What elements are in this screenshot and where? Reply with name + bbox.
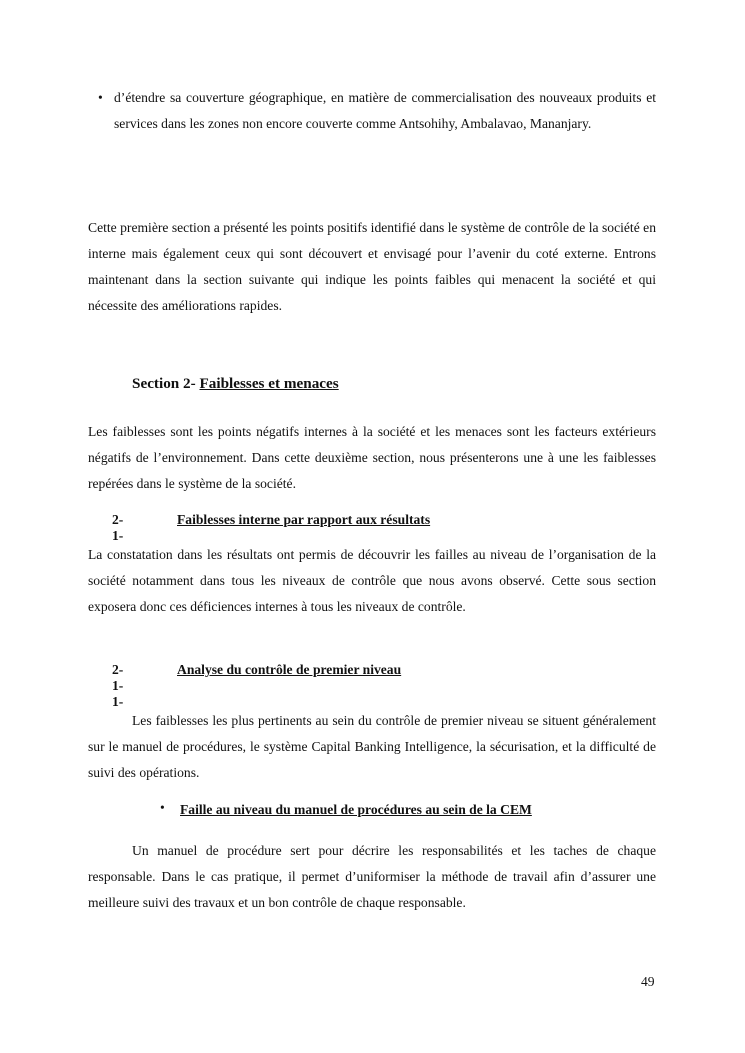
- heading-2-1-1-title: Analyse du contrôle de premier niveau: [177, 662, 402, 677]
- paragraph-2-1-1: Les faiblesses les plus pertinents au sein du contrôle de premier niveau se situent généralement sur le manuel de procédures, le système Capital Banking Intelligence, la sécurisation, et la difficulté de suivi des opérations.: [88, 713, 656, 780]
- heading-2-1-title: Faiblesses interne par rapport aux résultats: [177, 512, 431, 527]
- bullet-item-faille: Faille au niveau du manuel de procédures au sein de la CEM: [180, 802, 532, 817]
- page-number: 49: [641, 974, 655, 989]
- bullet-marker-faille: •: [160, 800, 165, 815]
- section-2-title: [132, 375, 339, 393]
- bullet-marker: •: [98, 90, 103, 105]
- paragraph-2-1: La constatation dans les résultats ont permis de découvrir les failles au niveau de l’organisation de la société notamment dans tous les niveaux de contrôle que nous avons observé. Cette sous section exposera donc ces déficiences internes à tous les niveaux de contrôle.: [88, 547, 656, 614]
- bullet-item-coverage: d’étendre sa couverture géographique, en matière de commercialisation des nouveaux produits et services dans les zones non encore couverte comme Antsohihy, Ambalavao, Mananjary.: [114, 90, 656, 131]
- heading-2-1-1-number: 2-1-1-: [112, 662, 124, 709]
- paragraph-manuel: Un manuel de procédure sert pour décrire les responsabilités et les taches de chaque responsable. Dans le cas pratique, il permet d’uniformiser la méthode de travail afin d’assurer une meilleure suivi des travaux et un bon contrôle de chaque responsable.: [88, 843, 656, 910]
- heading-2-1-number: 2-1-: [112, 512, 124, 543]
- paragraph-intro: Cette première section a présenté les points positifs identifié dans le système de contrôle de la société en interne mais également ceux qui sont découvert et envisagé pour l’avenir du coté externe. Entrons maintenant dans la section suivante qui indique les points faibles qui menacent la société et qui nécessite des améliorations rapides.: [88, 220, 656, 313]
- section-2-title-text: Faiblesses et menaces: [199, 375, 339, 392]
- section-2-prefix: Section 2-: [132, 375, 200, 392]
- paragraph-section-2: Les faiblesses sont les points négatifs internes à la société et les menaces sont les facteurs extérieurs négatifs de l’environnement. Dans cette deuxième section, nous présenterons une à une les faiblesses repérées dans le système de la société.: [88, 424, 656, 491]
